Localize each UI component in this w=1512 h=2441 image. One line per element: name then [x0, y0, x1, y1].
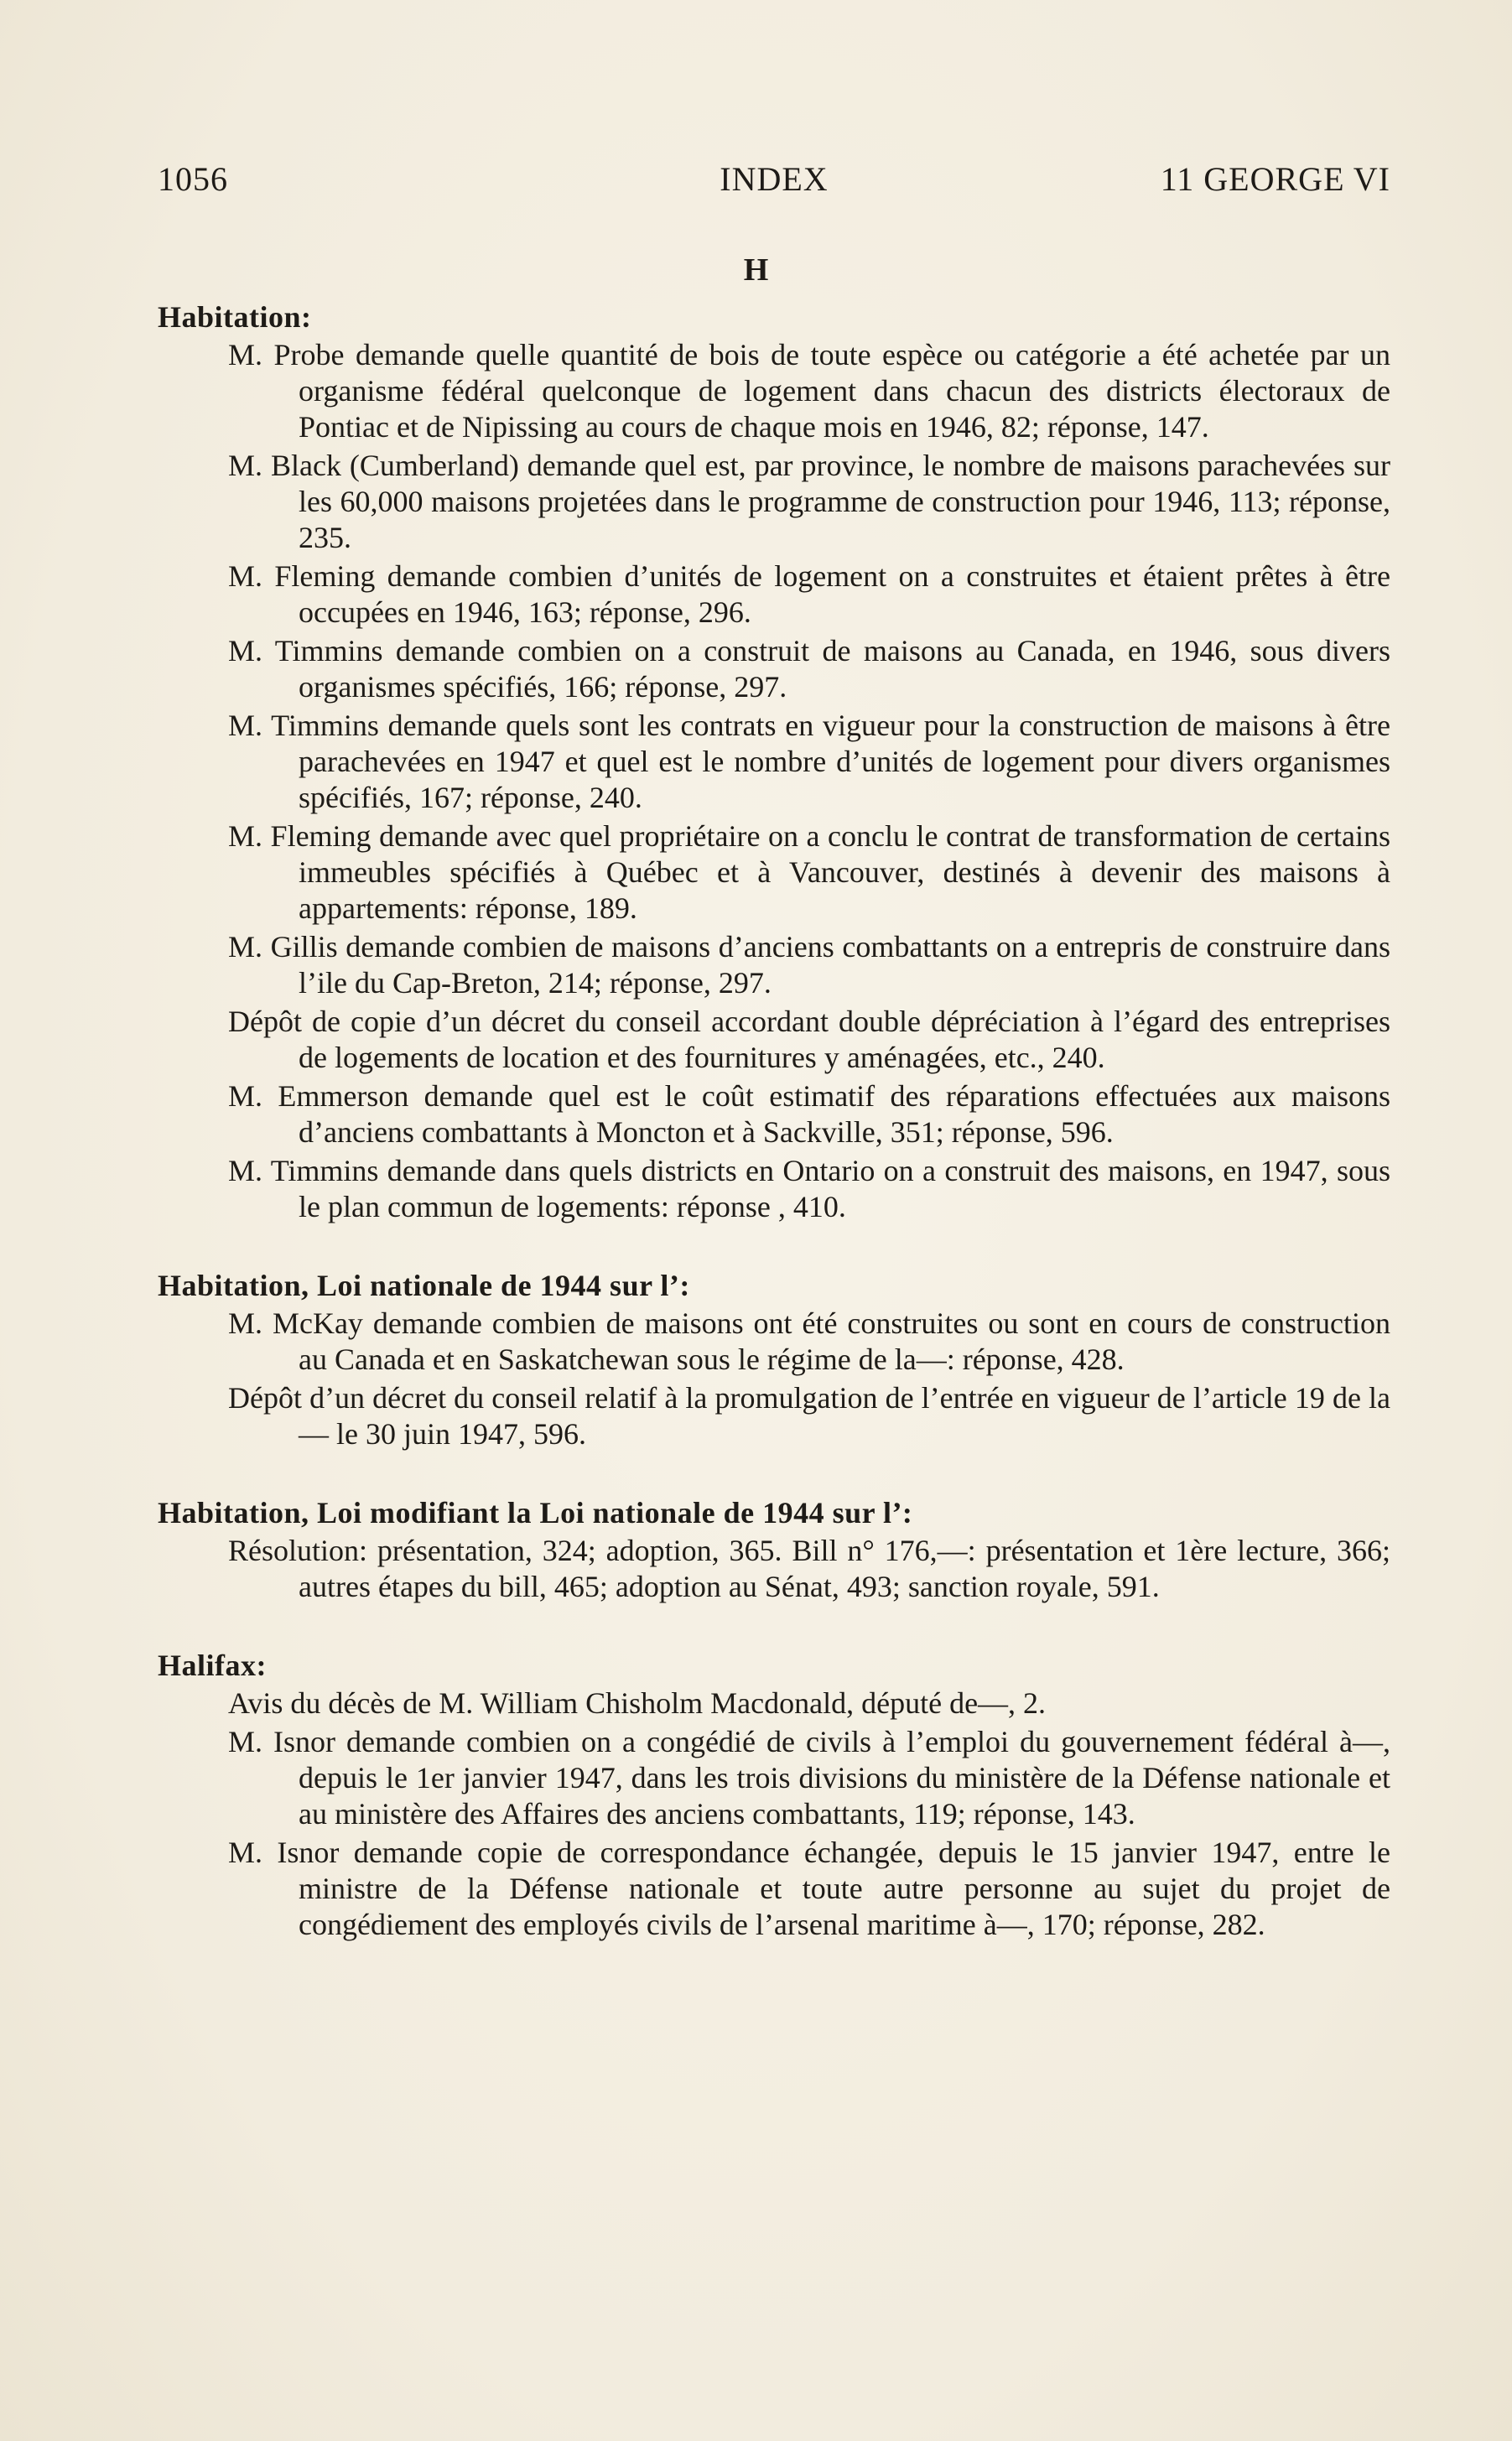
- entry-item: Résolution: présentation, 324; adoption, 365. Bill n° 176,—: présentation et 1ère lecture, 366; autres étapes du bill, 465; adoption au Sénat, 493; sanction royale, 591.: [228, 1534, 1390, 1603]
- index-entry: [158, 1647, 1390, 1943]
- entry-item: M. Gillis demande combien de maisons d’anciens combattants on a entrepris de construire dans l’ile du Cap-Breton, 214; réponse, 297.: [228, 930, 1390, 1000]
- running-head: [158, 159, 1390, 210]
- entry-heading: Habitation, Loi modifiant la Loi nationale de 1944 sur l’:: [158, 1496, 913, 1530]
- entry-item: M. Black (Cumberland) demande quel est, par province, le nombre de maisons parachevées sur les 60,000 maisons projetées dans le programme de construction pour 1946, 113; réponse, 235.: [228, 449, 1390, 554]
- entry-heading: Halifax:: [158, 1649, 267, 1682]
- entry-item: M. Timmins demande combien on a construit de maisons au Canada, en 1946, sous divers organismes spécifiés, 166; réponse, 297.: [228, 634, 1390, 704]
- entry-item: M. Isnor demande combien on a congédié de civils à l’emploi du gouvernement fédéral à—, depuis le 1er janvier 1947, dans les trois divisions du ministère de la Défense nationale et au ministère des Affaires des anciens combattants, 119; réponse, 143.: [228, 1725, 1390, 1831]
- page-number: 1056: [158, 160, 228, 198]
- entry-item: M. Timmins demande quels sont les contrats en vigueur pour la construction de maisons à être parachevées en 1947 et quel est le nombre d’unités de logement pour divers organismes spécifiés, 167; réponse, 240.: [228, 709, 1390, 814]
- page-title: INDEX: [720, 160, 829, 198]
- entry-heading: Habitation:: [158, 300, 312, 334]
- section-letter: H: [743, 252, 769, 288]
- index-entry: [158, 299, 1390, 1225]
- entry-item: M. McKay demande combien de maisons ont été construites ou sont en cours de construction au Canada et en Saskatchewan sous le régime de la—: réponse, 428.: [228, 1306, 1390, 1376]
- entry-heading: Habitation, Loi nationale de 1944 sur l’:: [158, 1269, 690, 1302]
- running-head-right: 11 GEORGE VI: [1160, 160, 1390, 198]
- entry-item: M. Timmins demande dans quels districts en Ontario on a construit des maisons, en 1947, sous le plan commun de logements: réponse , 410.: [228, 1154, 1390, 1223]
- entry-item: M. Probe demande quelle quantité de bois de toute espèce ou catégorie a été achetée par un organisme fédéral quelconque de logement dans chacun des districts électoraux de Pontiac et de Nipissing au cours de chaque mois en 1946, 82; réponse, 147.: [228, 338, 1390, 444]
- index-entry: [158, 1267, 1390, 1452]
- entry-item: Avis du décès de M. William Chisholm Macdonald, député de—, 2.: [228, 1686, 1047, 1720]
- entry-item: M. Fleming demande combien d’unités de logement on a construites et étaient prêtes à être occupées en 1946, 163; réponse, 296.: [228, 559, 1390, 629]
- entry-item: M. Isnor demande copie de correspondance échangée, depuis le 15 janvier 1947, entre le ministre de la Défense nationale et toute autre personne au sujet du projet de congédiement des employés civils de l’arsenal maritime à—, 170; réponse, 282.: [228, 1836, 1390, 1941]
- index-content: [158, 299, 1390, 1985]
- entry-item: Dépôt d’un décret du conseil relatif à la promulgation de l’entrée en vigueur de l’article 19 de la— le 30 juin 1947, 596.: [228, 1381, 1390, 1451]
- entry-item: Dépôt de copie d’un décret du conseil accordant double dépréciation à l’égard des entreprises de logements de location et des fournitures y aménagées, etc., 240.: [228, 1005, 1390, 1074]
- entry-item: M. Emmerson demande quel est le coût estimatif des réparations effectuées aux maisons d’anciens combattants à Moncton et à Sackville, 351; réponse, 596.: [228, 1079, 1390, 1149]
- entry-item: M. Fleming demande avec quel propriétaire on a conclu le contrat de transformation de certains immeubles spécifiés à Québec et à Vancouver, destinés à devenir des maisons à appartements: réponse, 189.: [228, 819, 1390, 925]
- index-entry: [158, 1494, 1390, 1605]
